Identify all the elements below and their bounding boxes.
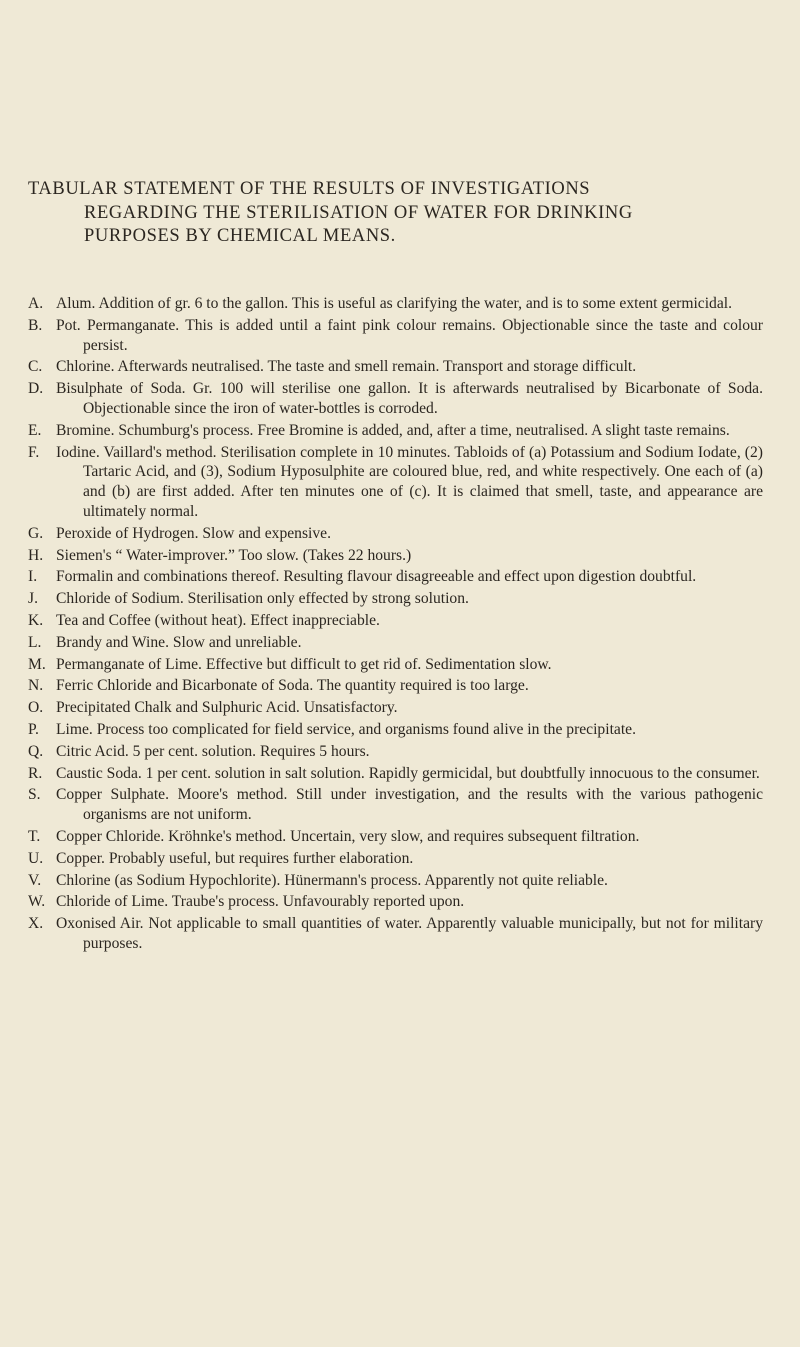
list-item (28, 655, 763, 675)
entry-text: Iodine. Vaillard's method. Sterilisation complete in 10 minutes. Tabloids of (a) Potassium and Sodium Iodate, (2) Tartaric Acid, and (3), Sodium Hyposulphite are coloured blue, red, and white respectively. One each of (a) and (b) are first added. After ten minutes one of (c). It is claimed that smell, taste, and appearance are ultimately normal. (56, 443, 763, 520)
entry-letter: F. (28, 443, 40, 461)
entry-letter: X. (28, 915, 44, 933)
list-item (28, 892, 763, 912)
title-line: TABULAR STATEMENT OF THE RESULTS OF INVESTIGATIONS (28, 179, 591, 199)
entry-text: Caustic Soda. 1 per cent. solution in salt solution. Rapidly germicidal, but doubtfully innocuous to the consumer. (56, 764, 760, 782)
entry-text: Permanganate of Lime. Effective but difficult to get rid of. Sedimentation slow. (56, 655, 552, 673)
entry-text: Bromine. Schumburg's process. Free Bromine is added, and, after a time, neutralised. A slight taste remains. (56, 421, 730, 439)
entry-text: Peroxide of Hydrogen. Slow and expensive. (56, 524, 331, 542)
entry-text: Bisulphate of Soda. Gr. 100 will sterilise one gallon. It is afterwards neutralised by Bicarbonate of Soda. Objectionable since the iron of water-bottles is corroded. (56, 380, 763, 417)
entry-text: Chloride of Lime. Traube's process. Unfavourably reported upon. (56, 893, 465, 911)
list-item (28, 742, 763, 762)
entry-text: Pot. Permanganate. This is added until a faint pink colour remains. Objectionable since the taste and colour persist. (56, 316, 763, 354)
list-item (28, 720, 763, 740)
entry-text: Tea and Coffee (without heat). Effect inappreciable. (56, 611, 380, 629)
list-item (28, 676, 763, 696)
entry-text: Brandy and Wine. Slow and unreliable. (56, 633, 302, 651)
list-item (28, 764, 763, 784)
entry-text: Oxonised Air. Not applicable to small quantities of water. Apparently valuable municipally, but not for military purposes. (56, 915, 763, 952)
entry-text: Ferric Chloride and Bicarbonate of Soda. The quantity required is too large. (56, 677, 529, 695)
entry-text: Siemen's “ Water-improver.” Too slow. (Takes 22 hours.) (56, 546, 412, 564)
entry-letter: N. (28, 677, 44, 695)
entries-list (28, 294, 763, 956)
list-item (28, 546, 763, 566)
list-item (28, 357, 763, 377)
entry-text: Copper Sulphate. Moore's method. Still under investigation, and the results with the various pathogenic organisms are not uniform. (56, 786, 763, 824)
entry-letter: V. (28, 871, 42, 889)
title-line: REGARDING THE STERILISATION OF WATER FOR DRINKING (84, 202, 633, 223)
entry-letter: H. (28, 546, 44, 564)
entry-text: Alum. Addition of gr. 6 to the gallon. This is useful as clarifying the water, and is to some extent germicidal. (56, 295, 732, 312)
entry-letter: W. (28, 893, 46, 911)
entry-text: Copper. Probably useful, but requires further elaboration. (56, 849, 414, 867)
entry-text: Copper Chloride. Kröhnke's method. Uncertain, very slow, and requires subsequent filtration. (56, 827, 640, 845)
entry-letter: K. (28, 611, 44, 629)
entry-text: Citric Acid. 5 per cent. solution. Requires 5 hours. (56, 742, 370, 760)
entry-letter: P. (28, 720, 39, 738)
list-item (28, 611, 763, 631)
list-item (28, 589, 763, 609)
entry-text: Lime. Process too complicated for field service, and organisms found alive in the precipitate. (56, 720, 636, 738)
entry-letter: B. (28, 316, 43, 334)
entry-letter: T. (28, 827, 41, 845)
entry-letter: R. (28, 764, 43, 782)
entry-letter: I. (28, 568, 38, 586)
entry-letter: Q. (28, 742, 44, 760)
list-item (28, 524, 763, 544)
entry-letter: L. (28, 633, 42, 651)
entry-text: Chlorine (as Sodium Hypochlorite). Hünermann's process. Apparently not quite reliable. (56, 871, 608, 889)
list-item (28, 827, 763, 847)
entry-letter: A. (28, 295, 44, 312)
list-item (28, 914, 763, 954)
entry-letter: E. (28, 421, 42, 439)
list-item (28, 443, 763, 522)
entry-text: Precipitated Chalk and Sulphuric Acid. Unsatisfactory. (56, 699, 398, 717)
title-line: PURPOSES BY CHEMICAL MEANS. (84, 226, 396, 246)
entry-letter: O. (28, 699, 44, 717)
entry-text: Formalin and combinations thereof. Resulting flavour disagreeable and effect upon digestion doubtful. (56, 568, 697, 586)
entry-text: Chlorine. Afterwards neutralised. The taste and smell remain. Transport and storage difficult. (56, 358, 637, 376)
list-item (28, 421, 763, 441)
entry-letter: J. (28, 590, 38, 608)
list-item (28, 698, 763, 718)
list-item (28, 567, 763, 587)
entry-letter: M. (28, 655, 46, 673)
list-item (28, 316, 763, 356)
entry-letter: S. (28, 786, 41, 804)
list-item (28, 633, 763, 653)
page-title (28, 178, 768, 249)
list-item (28, 294, 763, 314)
list-item (28, 871, 763, 891)
list-item (28, 785, 763, 825)
entry-letter: C. (28, 358, 43, 376)
list-item (28, 379, 763, 419)
list-item (28, 849, 763, 869)
entry-letter: G. (28, 524, 44, 542)
entry-text: Chloride of Sodium. Sterilisation only effected by strong solution. (56, 590, 469, 608)
entry-letter: D. (28, 380, 44, 398)
entry-letter: U. (28, 849, 44, 867)
